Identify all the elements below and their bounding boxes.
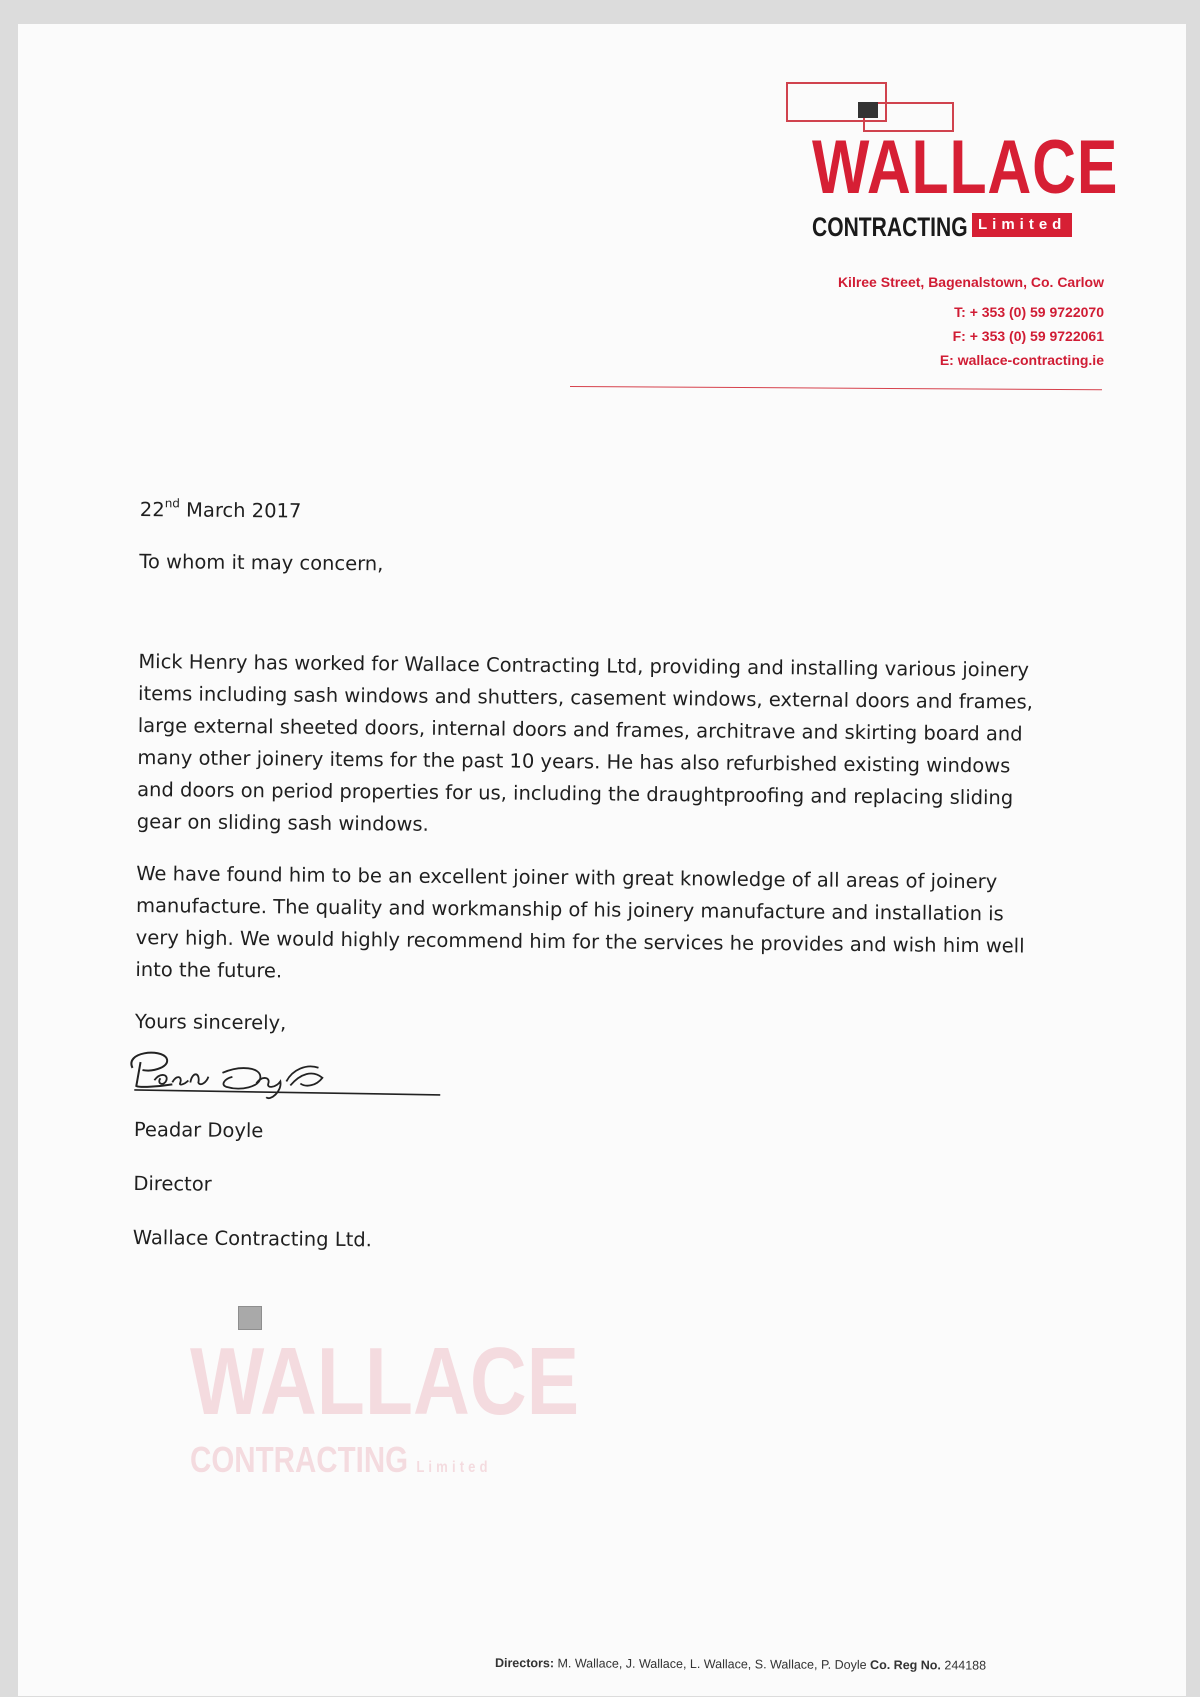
- logo-wordmark: WALLACE: [812, 125, 1119, 210]
- logo-square: [858, 102, 878, 118]
- signatory-title: Director: [133, 1171, 212, 1196]
- reg-label: Co. Reg No.: [870, 1657, 941, 1673]
- signatory-company: Wallace Contracting Ltd.: [132, 1225, 372, 1252]
- body-paragraph-2: We have found him to be an excellent joiner with great knowledge of all areas of joinery manufacture. The quality and workmanship of his joinery manufacture and installation is very high. We would highly recommend him for the services he provides and wish him well into the future.: [135, 861, 1025, 983]
- date-day: 22: [139, 497, 165, 522]
- stamp-contracting: CONTRACTING: [190, 1439, 409, 1480]
- signature-scribble: [120, 1042, 451, 1109]
- salutation: To whom it may concern,: [139, 549, 384, 576]
- contact-block: [704, 270, 1104, 372]
- signatory-name: Peadar Doyle: [133, 1117, 264, 1143]
- logo-limited-badge: Limited: [972, 213, 1072, 237]
- stamp-subtitle: [190, 1440, 492, 1488]
- company-stamp-watermark: [180, 1300, 640, 1480]
- stamp-wordmark: WALLACE: [190, 1328, 580, 1435]
- date-suffix: nd: [164, 496, 181, 511]
- body-paragraph-1: Mick Henry has worked for Wallace Contracting Ltd, providing and installing various joinery items including sash windows and shutters, casement windows, external doors and frames, large external sheeted doors, internal doors and frames, architrave and skirting board and many other joinery items for the past 10 years. He has also refurbished existing windows and doors on period properties for us, including the draughtproofing and replacing sliding gear on sliding sash windows.: [136, 649, 1034, 836]
- reg-number: 244188: [940, 1658, 987, 1673]
- closing: Yours sincerely,: [134, 1009, 287, 1035]
- signature: [134, 1042, 475, 1109]
- date-month-year: March 2017: [179, 498, 302, 523]
- directors-label: Directors:: [494, 1656, 555, 1671]
- directors-list: M. Wallace, J. Wallace, L. Wallace, S. Wallace, P. Doyle: [553, 1656, 871, 1672]
- company-fax: F: + 353 (0) 59 9722061: [952, 328, 1104, 344]
- company-address: Kilree Street, Bagenalstown, Co. Carlow: [837, 274, 1104, 290]
- letter-body: [132, 494, 1037, 1285]
- stamp-limited: Limited: [416, 1459, 492, 1476]
- logo-subtitle: CONTRACTING: [812, 212, 968, 242]
- company-phone: T: + 353 (0) 59 9722070: [954, 304, 1104, 320]
- company-email: E: wallace-contracting.ie: [939, 352, 1104, 368]
- company-logo: [786, 82, 1119, 242]
